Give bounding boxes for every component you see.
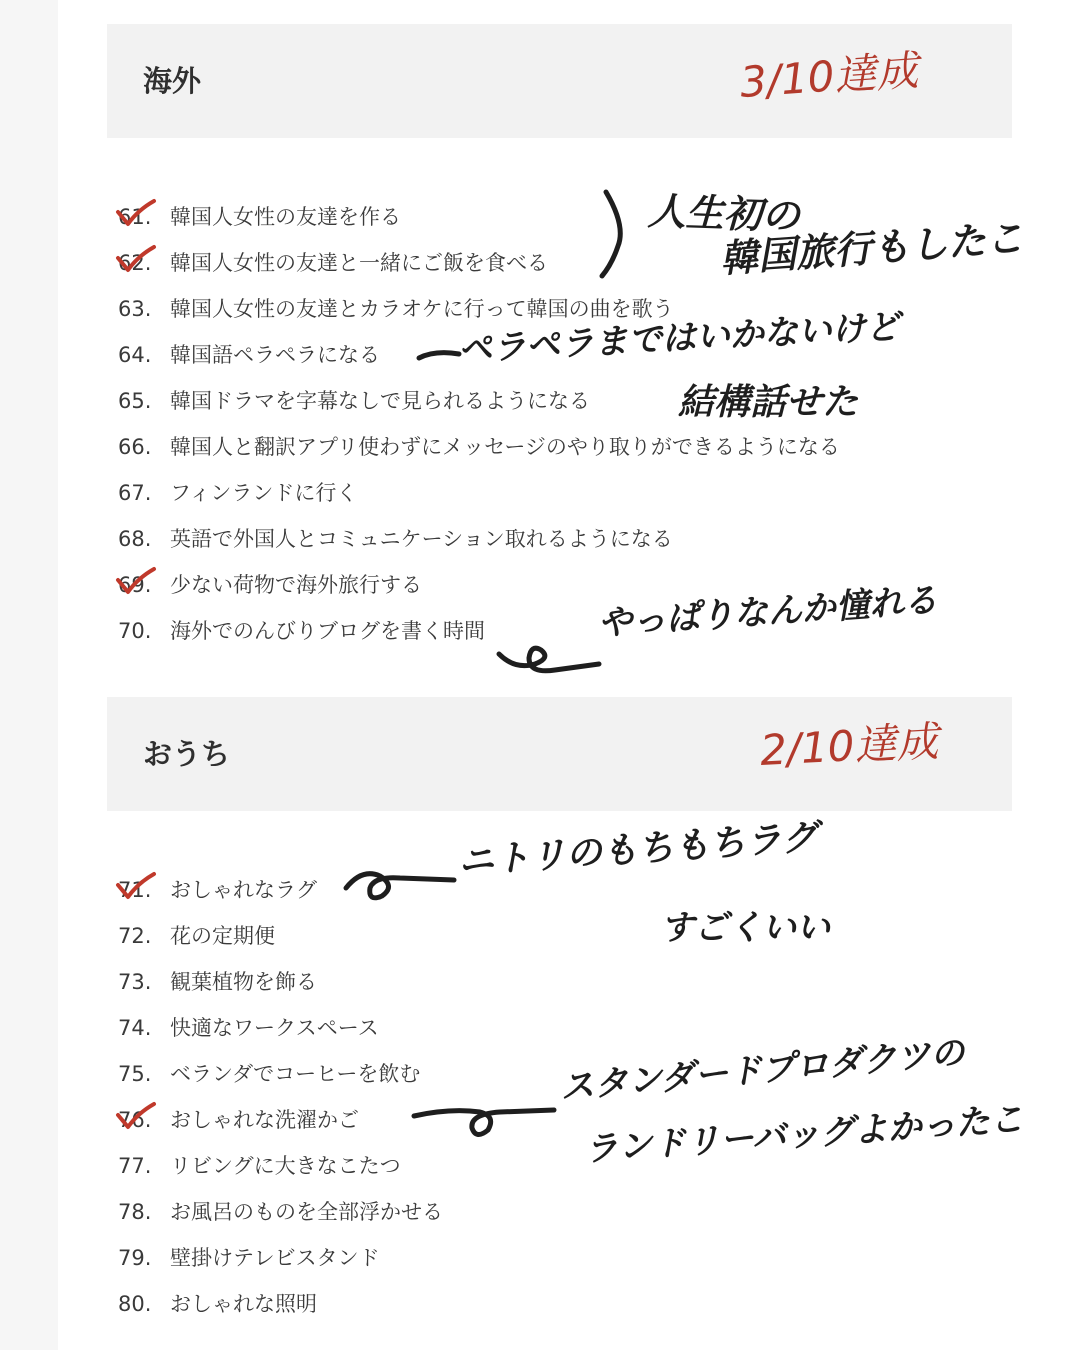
bracket-mark <box>596 186 636 281</box>
item-text: 韓国語ペラペラになる <box>170 343 380 367</box>
list-item <box>118 1281 443 1327</box>
note-rug-line2: すごくいい <box>660 908 830 948</box>
item-text: 少ない荷物で海外旅行する <box>170 573 422 597</box>
item-text: 快適なワークスペース <box>170 1016 379 1040</box>
item-text: おしゃれな照明 <box>170 1292 317 1316</box>
checkmark-icon <box>114 198 158 228</box>
item-number: 75. <box>118 1062 152 1086</box>
checkmark-icon <box>114 1101 158 1131</box>
item-text: 韓国人と翻訳アプリ使わずにメッセージのやり取りができるようになる <box>170 435 840 459</box>
item-number: 80. <box>118 1292 152 1316</box>
item-text: ベランダでコーヒーを飲む <box>170 1062 421 1086</box>
list-item <box>118 959 443 1005</box>
item-text: 韓国人女性の友達と一緒にご飯を食べる <box>170 251 548 275</box>
item-number: 61. <box>118 205 152 229</box>
item-number: 78. <box>118 1200 152 1224</box>
checkmark-icon <box>114 566 158 596</box>
item-text: フィンランドに行く <box>170 481 358 505</box>
loop-arrow-mark <box>410 1100 560 1150</box>
item-number: 70. <box>118 619 152 643</box>
section-title: 海外 <box>143 64 202 98</box>
note-laundry-line1: スタンダードプロダクツの <box>558 1032 967 1108</box>
item-number: 71. <box>118 878 152 902</box>
item-text: リビングに大きなこたつ <box>170 1154 401 1178</box>
item-number: 72. <box>118 924 152 948</box>
progress-note-overseas: 3/10達成 <box>738 45 920 107</box>
loop-arrow-mark <box>340 858 460 908</box>
item-text: 韓国ドラマを字幕なしで見られるようになる <box>170 389 590 413</box>
note-korea-trip-line1: 人生初の <box>647 189 801 239</box>
item-text: 壁掛けテレビスタンド <box>170 1246 380 1270</box>
note-rug-line1: ニトリのもちもちラグ <box>456 816 819 883</box>
item-number: 64. <box>118 343 152 367</box>
item-text: お風呂のものを全部浮かせる <box>170 1200 443 1224</box>
item-number: 65. <box>118 389 152 413</box>
note-blog: やっぱりなんか憧れる <box>596 580 939 644</box>
item-number: 73. <box>118 970 152 994</box>
item-text: 海外でのんびりブログを書く時間 <box>170 619 485 643</box>
checkmark-icon <box>114 871 158 901</box>
section-title: おうち <box>143 737 231 771</box>
list-item <box>118 1005 443 1051</box>
item-number: 63. <box>118 297 152 321</box>
note-korea-trip-line2: 韓国旅行もしたこ <box>718 215 1026 281</box>
list-item <box>118 1097 443 1143</box>
bucket-list-home <box>118 867 443 1327</box>
list-item <box>118 913 443 959</box>
list-item <box>118 1235 443 1281</box>
item-text: 韓国人女性の友達とカラオケに行って韓国の曲を歌う <box>170 297 674 321</box>
list-item <box>118 516 840 562</box>
item-text: 韓国人女性の友達を作る <box>170 205 401 229</box>
note-korean-line2: 結構話せた <box>678 382 859 423</box>
item-text: おしゃれな洗濯かご <box>170 1108 359 1132</box>
item-number: 67. <box>118 481 152 505</box>
list-item <box>118 1051 443 1097</box>
item-number: 62. <box>118 251 152 275</box>
item-number: 77. <box>118 1154 152 1178</box>
progress-note-home: 2/10達成 <box>758 716 940 775</box>
item-number: 79. <box>118 1246 152 1270</box>
item-text: おしゃれなラグ <box>170 878 317 902</box>
list-item <box>118 1143 443 1189</box>
list-item <box>118 1189 443 1235</box>
item-number: 66. <box>118 435 152 459</box>
item-number: 74. <box>118 1016 152 1040</box>
item-text: 観葉植物を飾る <box>170 970 317 994</box>
item-text: 花の定期便 <box>170 924 275 948</box>
checkmark-icon <box>114 244 158 274</box>
item-text: 英語で外国人とコミュニケーション取れるようになる <box>170 527 673 551</box>
list-item <box>118 470 840 516</box>
list-item <box>118 424 840 470</box>
note-laundry-line2: ランドリーバッグよかったこ <box>582 1099 1025 1170</box>
item-number: 68. <box>118 527 152 551</box>
note-korean-line1: ペラペラまではいかないけど <box>457 306 901 370</box>
loop-arrow-mark <box>495 640 605 690</box>
item-number: 76. <box>118 1108 152 1132</box>
item-number: 69. <box>118 573 152 597</box>
